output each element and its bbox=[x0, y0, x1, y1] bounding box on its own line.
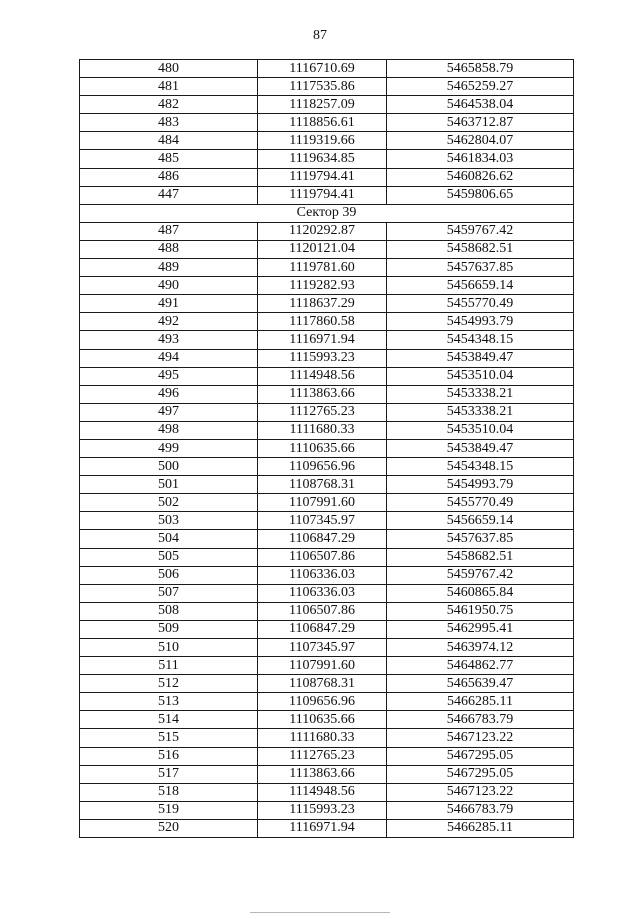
point-number-cell: 491 bbox=[80, 295, 258, 313]
table-row bbox=[80, 168, 574, 186]
y-coordinate-cell: 5465858.79 bbox=[387, 60, 574, 78]
point-number-cell: 518 bbox=[80, 783, 258, 801]
scan-edge-line bbox=[250, 912, 390, 913]
y-coordinate-cell: 5461834.03 bbox=[387, 150, 574, 168]
table-row bbox=[80, 403, 574, 421]
y-coordinate-cell: 5455770.49 bbox=[387, 295, 574, 313]
x-coordinate-cell: 1110635.66 bbox=[258, 439, 387, 457]
y-coordinate-cell: 5454348.15 bbox=[387, 331, 574, 349]
point-number-cell: 506 bbox=[80, 566, 258, 584]
x-coordinate-cell: 1119794.41 bbox=[258, 186, 387, 204]
table-row bbox=[80, 259, 574, 277]
x-coordinate-cell: 1112765.23 bbox=[258, 403, 387, 421]
table-row bbox=[80, 313, 574, 331]
point-number-cell: 487 bbox=[80, 222, 258, 240]
x-coordinate-cell: 1111680.33 bbox=[258, 729, 387, 747]
x-coordinate-cell: 1112765.23 bbox=[258, 747, 387, 765]
y-coordinate-cell: 5459767.42 bbox=[387, 566, 574, 584]
point-number-cell: 482 bbox=[80, 96, 258, 114]
y-coordinate-cell: 5462804.07 bbox=[387, 132, 574, 150]
y-coordinate-cell: 5460865.84 bbox=[387, 584, 574, 602]
point-number-cell: 492 bbox=[80, 313, 258, 331]
table-row bbox=[80, 295, 574, 313]
y-coordinate-cell: 5466783.79 bbox=[387, 801, 574, 819]
x-coordinate-cell: 1117535.86 bbox=[258, 78, 387, 96]
table-row bbox=[80, 530, 574, 548]
table-row bbox=[80, 60, 574, 78]
point-number-cell: 483 bbox=[80, 114, 258, 132]
point-number-cell: 489 bbox=[80, 259, 258, 277]
x-coordinate-cell: 1118856.61 bbox=[258, 114, 387, 132]
point-number-cell: 505 bbox=[80, 548, 258, 566]
point-number-cell: 481 bbox=[80, 78, 258, 96]
point-number-cell: 515 bbox=[80, 729, 258, 747]
table-row bbox=[80, 96, 574, 114]
rows-before-sector bbox=[80, 60, 574, 205]
y-coordinate-cell: 5467295.05 bbox=[387, 747, 574, 765]
point-number-cell: 504 bbox=[80, 530, 258, 548]
y-coordinate-cell: 5454993.79 bbox=[387, 313, 574, 331]
x-coordinate-cell: 1106336.03 bbox=[258, 584, 387, 602]
table-row bbox=[80, 819, 574, 837]
point-number-cell: 520 bbox=[80, 819, 258, 837]
x-coordinate-cell: 1114948.56 bbox=[258, 783, 387, 801]
table-row bbox=[80, 222, 574, 240]
table-row bbox=[80, 114, 574, 132]
y-coordinate-cell: 5454348.15 bbox=[387, 458, 574, 476]
x-coordinate-cell: 1119319.66 bbox=[258, 132, 387, 150]
point-number-cell: 499 bbox=[80, 439, 258, 457]
point-number-cell: 519 bbox=[80, 801, 258, 819]
point-number-cell: 485 bbox=[80, 150, 258, 168]
rows-after-sector bbox=[80, 222, 574, 837]
point-number-cell: 513 bbox=[80, 693, 258, 711]
table-row bbox=[80, 620, 574, 638]
y-coordinate-cell: 5453338.21 bbox=[387, 385, 574, 403]
x-coordinate-cell: 1119282.93 bbox=[258, 277, 387, 295]
table-row bbox=[80, 747, 574, 765]
x-coordinate-cell: 1108768.31 bbox=[258, 476, 387, 494]
point-number-cell: 501 bbox=[80, 476, 258, 494]
table-row bbox=[80, 602, 574, 620]
x-coordinate-cell: 1107991.60 bbox=[258, 657, 387, 675]
point-number-cell: 512 bbox=[80, 675, 258, 693]
table-row bbox=[80, 711, 574, 729]
table-row bbox=[80, 331, 574, 349]
y-coordinate-cell: 5461950.75 bbox=[387, 602, 574, 620]
table-row bbox=[80, 566, 574, 584]
y-coordinate-cell: 5457637.85 bbox=[387, 530, 574, 548]
x-coordinate-cell: 1106847.29 bbox=[258, 530, 387, 548]
x-coordinate-cell: 1115993.23 bbox=[258, 349, 387, 367]
table-row bbox=[80, 476, 574, 494]
table-row bbox=[80, 801, 574, 819]
y-coordinate-cell: 5453849.47 bbox=[387, 349, 574, 367]
y-coordinate-cell: 5456659.14 bbox=[387, 277, 574, 295]
table-row bbox=[80, 729, 574, 747]
y-coordinate-cell: 5453510.04 bbox=[387, 421, 574, 439]
y-coordinate-cell: 5457637.85 bbox=[387, 259, 574, 277]
point-number-cell: 517 bbox=[80, 765, 258, 783]
point-number-cell: 488 bbox=[80, 240, 258, 258]
x-coordinate-cell: 1106507.86 bbox=[258, 548, 387, 566]
y-coordinate-cell: 5458682.51 bbox=[387, 548, 574, 566]
x-coordinate-cell: 1107345.97 bbox=[258, 639, 387, 657]
table-row bbox=[80, 675, 574, 693]
table-row bbox=[80, 657, 574, 675]
x-coordinate-cell: 1110635.66 bbox=[258, 711, 387, 729]
sector-row bbox=[80, 204, 574, 222]
x-coordinate-cell: 1117860.58 bbox=[258, 313, 387, 331]
table-row bbox=[80, 186, 574, 204]
table-row bbox=[80, 78, 574, 96]
point-number-cell: 514 bbox=[80, 711, 258, 729]
y-coordinate-cell: 5453338.21 bbox=[387, 403, 574, 421]
point-number-cell: 510 bbox=[80, 639, 258, 657]
x-coordinate-cell: 1106847.29 bbox=[258, 620, 387, 638]
y-coordinate-cell: 5462995.41 bbox=[387, 620, 574, 638]
y-coordinate-cell: 5467123.22 bbox=[387, 729, 574, 747]
x-coordinate-cell: 1106336.03 bbox=[258, 566, 387, 584]
x-coordinate-cell: 1119634.85 bbox=[258, 150, 387, 168]
x-coordinate-cell: 1119794.41 bbox=[258, 168, 387, 186]
point-number-cell: 493 bbox=[80, 331, 258, 349]
y-coordinate-cell: 5466285.11 bbox=[387, 819, 574, 837]
y-coordinate-cell: 5464538.04 bbox=[387, 96, 574, 114]
y-coordinate-cell: 5466783.79 bbox=[387, 711, 574, 729]
coordinates-table bbox=[79, 59, 574, 838]
point-number-cell: 516 bbox=[80, 747, 258, 765]
table-row bbox=[80, 639, 574, 657]
y-coordinate-cell: 5453510.04 bbox=[387, 367, 574, 385]
x-coordinate-cell: 1107345.97 bbox=[258, 512, 387, 530]
x-coordinate-cell: 1120292.87 bbox=[258, 222, 387, 240]
point-number-cell: 503 bbox=[80, 512, 258, 530]
table-row bbox=[80, 783, 574, 801]
y-coordinate-cell: 5453849.47 bbox=[387, 439, 574, 457]
y-coordinate-cell: 5465259.27 bbox=[387, 78, 574, 96]
x-coordinate-cell: 1115993.23 bbox=[258, 801, 387, 819]
y-coordinate-cell: 5467295.05 bbox=[387, 765, 574, 783]
table-row bbox=[80, 458, 574, 476]
point-number-cell: 498 bbox=[80, 421, 258, 439]
table-row bbox=[80, 548, 574, 566]
x-coordinate-cell: 1114948.56 bbox=[258, 367, 387, 385]
point-number-cell: 480 bbox=[80, 60, 258, 78]
table-row bbox=[80, 584, 574, 602]
table-row bbox=[80, 494, 574, 512]
x-coordinate-cell: 1108768.31 bbox=[258, 675, 387, 693]
x-coordinate-cell: 1111680.33 bbox=[258, 421, 387, 439]
point-number-cell: 447 bbox=[80, 186, 258, 204]
point-number-cell: 496 bbox=[80, 385, 258, 403]
table-row bbox=[80, 150, 574, 168]
point-number-cell: 502 bbox=[80, 494, 258, 512]
x-coordinate-cell: 1109656.96 bbox=[258, 693, 387, 711]
point-number-cell: 507 bbox=[80, 584, 258, 602]
y-coordinate-cell: 5467123.22 bbox=[387, 783, 574, 801]
y-coordinate-cell: 5464862.77 bbox=[387, 657, 574, 675]
sector-label: Сектор 39 bbox=[80, 204, 574, 222]
y-coordinate-cell: 5454993.79 bbox=[387, 476, 574, 494]
x-coordinate-cell: 1119781.60 bbox=[258, 259, 387, 277]
point-number-cell: 508 bbox=[80, 602, 258, 620]
y-coordinate-cell: 5463974.12 bbox=[387, 639, 574, 657]
table-row bbox=[80, 367, 574, 385]
x-coordinate-cell: 1109656.96 bbox=[258, 458, 387, 476]
y-coordinate-cell: 5459806.65 bbox=[387, 186, 574, 204]
point-number-cell: 497 bbox=[80, 403, 258, 421]
point-number-cell: 490 bbox=[80, 277, 258, 295]
y-coordinate-cell: 5459767.42 bbox=[387, 222, 574, 240]
point-number-cell: 500 bbox=[80, 458, 258, 476]
x-coordinate-cell: 1116710.69 bbox=[258, 60, 387, 78]
x-coordinate-cell: 1106507.86 bbox=[258, 602, 387, 620]
point-number-cell: 495 bbox=[80, 367, 258, 385]
point-number-cell: 494 bbox=[80, 349, 258, 367]
x-coordinate-cell: 1113863.66 bbox=[258, 765, 387, 783]
y-coordinate-cell: 5455770.49 bbox=[387, 494, 574, 512]
table-row bbox=[80, 385, 574, 403]
point-number-cell: 509 bbox=[80, 620, 258, 638]
x-coordinate-cell: 1118637.29 bbox=[258, 295, 387, 313]
x-coordinate-cell: 1120121.04 bbox=[258, 240, 387, 258]
x-coordinate-cell: 1107991.60 bbox=[258, 494, 387, 512]
y-coordinate-cell: 5460826.62 bbox=[387, 168, 574, 186]
y-coordinate-cell: 5458682.51 bbox=[387, 240, 574, 258]
sector-header-group bbox=[80, 204, 574, 222]
table-row bbox=[80, 439, 574, 457]
y-coordinate-cell: 5456659.14 bbox=[387, 512, 574, 530]
table-row bbox=[80, 240, 574, 258]
table-row bbox=[80, 693, 574, 711]
y-coordinate-cell: 5465639.47 bbox=[387, 675, 574, 693]
x-coordinate-cell: 1116971.94 bbox=[258, 331, 387, 349]
table-row bbox=[80, 349, 574, 367]
y-coordinate-cell: 5466285.11 bbox=[387, 693, 574, 711]
x-coordinate-cell: 1118257.09 bbox=[258, 96, 387, 114]
point-number-cell: 511 bbox=[80, 657, 258, 675]
x-coordinate-cell: 1113863.66 bbox=[258, 385, 387, 403]
page-number: 87 bbox=[313, 28, 327, 43]
table-row bbox=[80, 277, 574, 295]
table-row bbox=[80, 512, 574, 530]
table-row bbox=[80, 421, 574, 439]
y-coordinate-cell: 5463712.87 bbox=[387, 114, 574, 132]
point-number-cell: 486 bbox=[80, 168, 258, 186]
point-number-cell: 484 bbox=[80, 132, 258, 150]
table-row bbox=[80, 132, 574, 150]
table-row bbox=[80, 765, 574, 783]
x-coordinate-cell: 1116971.94 bbox=[258, 819, 387, 837]
